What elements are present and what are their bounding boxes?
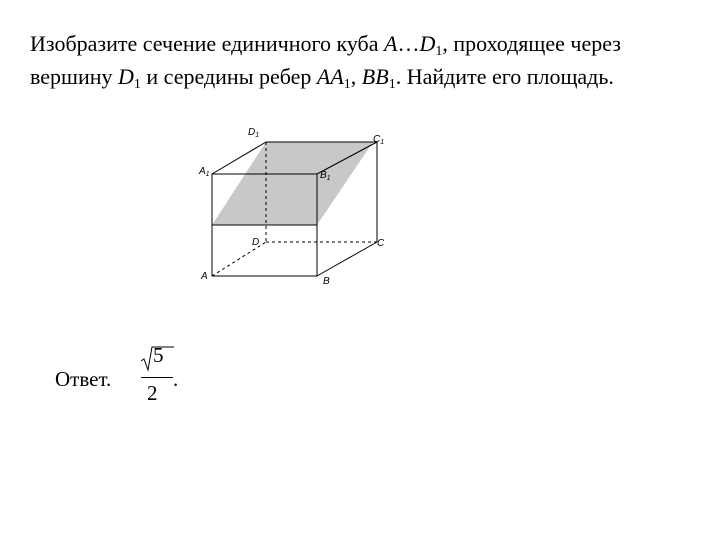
vertex-d: D bbox=[118, 64, 134, 89]
label-b: B bbox=[323, 276, 330, 287]
label-b1: $B_1$ bbox=[320, 170, 331, 182]
edge-separator: , bbox=[350, 64, 362, 89]
cube-name-d-subscript: 1 bbox=[435, 44, 443, 59]
edge-aa: AA bbox=[316, 64, 344, 89]
label-a: A bbox=[201, 271, 208, 282]
edge-bb: BB bbox=[361, 64, 389, 89]
answer-denominator: 2 bbox=[147, 381, 158, 405]
label-a1: $A_1$ bbox=[199, 166, 210, 178]
problem-text-1: Изобразите сечение единичного куба bbox=[30, 31, 384, 56]
ellipsis: … bbox=[397, 31, 420, 56]
cube-name-d: D bbox=[419, 31, 436, 56]
edge-aa-subscript: 1 bbox=[343, 77, 351, 92]
answer-label: Ответ. bbox=[55, 367, 112, 391]
problem-text-3: и середины ребер bbox=[140, 64, 317, 89]
cross-section-polygon bbox=[212, 142, 373, 225]
cube-diagram bbox=[190, 120, 400, 295]
label-c1: $C_1$ bbox=[373, 134, 385, 146]
problem-statement bbox=[30, 27, 700, 93]
answer-fraction bbox=[139, 345, 173, 409]
answer-period: . bbox=[173, 367, 179, 391]
cube-figure bbox=[190, 120, 400, 295]
problem-text-2: , проходящее через вершину bbox=[30, 31, 621, 89]
fraction-bar bbox=[141, 377, 173, 378]
label-d1: $D_1$ bbox=[248, 127, 260, 139]
problem-text-4: . Найдите его площадь. bbox=[395, 64, 614, 89]
edge-bc bbox=[317, 242, 377, 276]
cube-name-a: A bbox=[384, 31, 398, 56]
edge-bb-subscript: 1 bbox=[388, 77, 396, 92]
label-d: D bbox=[252, 237, 260, 248]
answer-numerator: 5 bbox=[153, 343, 164, 367]
label-c: C bbox=[377, 238, 385, 249]
vertex-d-subscript: 1 bbox=[133, 77, 141, 92]
